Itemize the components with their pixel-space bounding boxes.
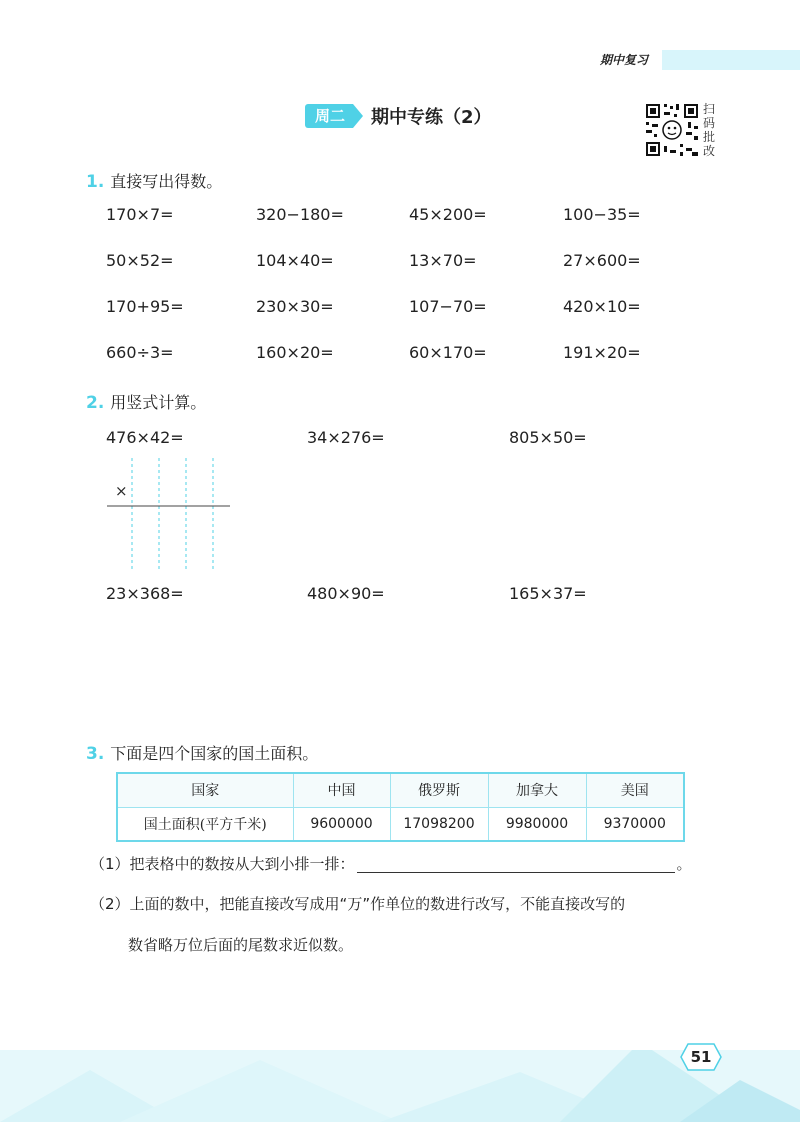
table-header-cell: 美国: [586, 773, 684, 807]
q1-item: 45×200=: [409, 205, 487, 224]
q1-item: 27×600=: [563, 251, 641, 270]
question-1-text: 直接写出得数。: [110, 172, 223, 191]
title-text: 期中专练（2）: [371, 107, 492, 128]
area-table: [116, 772, 685, 842]
q2-item: 805×50=: [509, 428, 587, 447]
q2-item: 34×276=: [307, 428, 385, 447]
sub-question-1: [90, 853, 692, 874]
page-title: [305, 104, 492, 128]
q1-item: 60×170=: [409, 343, 487, 362]
section-tab-bar: [662, 50, 800, 70]
section-tab-label: 期中复习: [600, 53, 649, 67]
sub-question-2-line-1: （2）上面的数中，把能直接改写成用“万”作单位的数进行改写，不能直接改写的: [90, 895, 626, 913]
sub-question-1-label: （1）把表格中的数按从大到小排一排：: [90, 855, 355, 873]
q2-item: 23×368=: [106, 584, 184, 603]
q1-item: 170+95=: [106, 297, 184, 316]
q1-item: 230×30=: [256, 297, 334, 316]
q1-item: 13×70=: [409, 251, 477, 270]
table-cell: 17098200: [390, 807, 488, 841]
q1-item: 104×40=: [256, 251, 334, 270]
q2-item: 476×42=: [106, 428, 184, 447]
table-header-row: [117, 773, 684, 807]
q1-item: 100−35=: [563, 205, 641, 224]
table-row: [117, 807, 684, 841]
question-3-text: 下面是四个国家的国土面积。: [110, 744, 319, 763]
table-cell: 9980000: [488, 807, 586, 841]
sub-question-1-end: 。: [676, 855, 692, 873]
scan-to-grade-label: 扫码批改: [703, 102, 716, 158]
table-header-cell: 俄罗斯: [390, 773, 488, 807]
q1-item: 191×20=: [563, 343, 641, 362]
times-sign: ×: [115, 482, 128, 500]
q2-item: 480×90=: [307, 584, 385, 603]
q1-item: 420×10=: [563, 297, 641, 316]
table-header-cell: 中国: [293, 773, 390, 807]
sub-question-2-line-2: 数省略万位后面的尾数求近似数。: [128, 936, 354, 954]
question-2-heading: [86, 390, 206, 413]
q1-item: 107−70=: [409, 297, 487, 316]
vertical-calc-grid[interactable]: [107, 458, 232, 570]
table-header-cell: 国家: [117, 773, 293, 807]
question-1-heading: [86, 169, 222, 192]
question-2-text: 用竖式计算。: [110, 393, 207, 412]
q1-item: 170×7=: [106, 205, 174, 224]
table-header-cell: 加拿大: [488, 773, 586, 807]
q1-item: 160×20=: [256, 343, 334, 362]
question-2-number: 2.: [86, 393, 105, 413]
day-badge: 周二: [305, 104, 353, 128]
section-tab: [600, 50, 800, 70]
answer-line[interactable]: [357, 857, 675, 873]
question-3-heading: [86, 741, 318, 764]
qr-code-icon[interactable]: [644, 102, 700, 158]
table-cell: 9370000: [586, 807, 684, 841]
q1-item: 660÷3=: [106, 343, 174, 362]
q1-item: 320−180=: [256, 205, 344, 224]
question-1-number: 1.: [86, 172, 105, 192]
question-3-number: 3.: [86, 744, 105, 764]
page-number: 51: [690, 1048, 712, 1066]
q2-item: 165×37=: [509, 584, 587, 603]
q1-item: 50×52=: [106, 251, 174, 270]
table-row-label: 国土面积(平方千米): [117, 807, 293, 841]
table-cell: 9600000: [293, 807, 390, 841]
